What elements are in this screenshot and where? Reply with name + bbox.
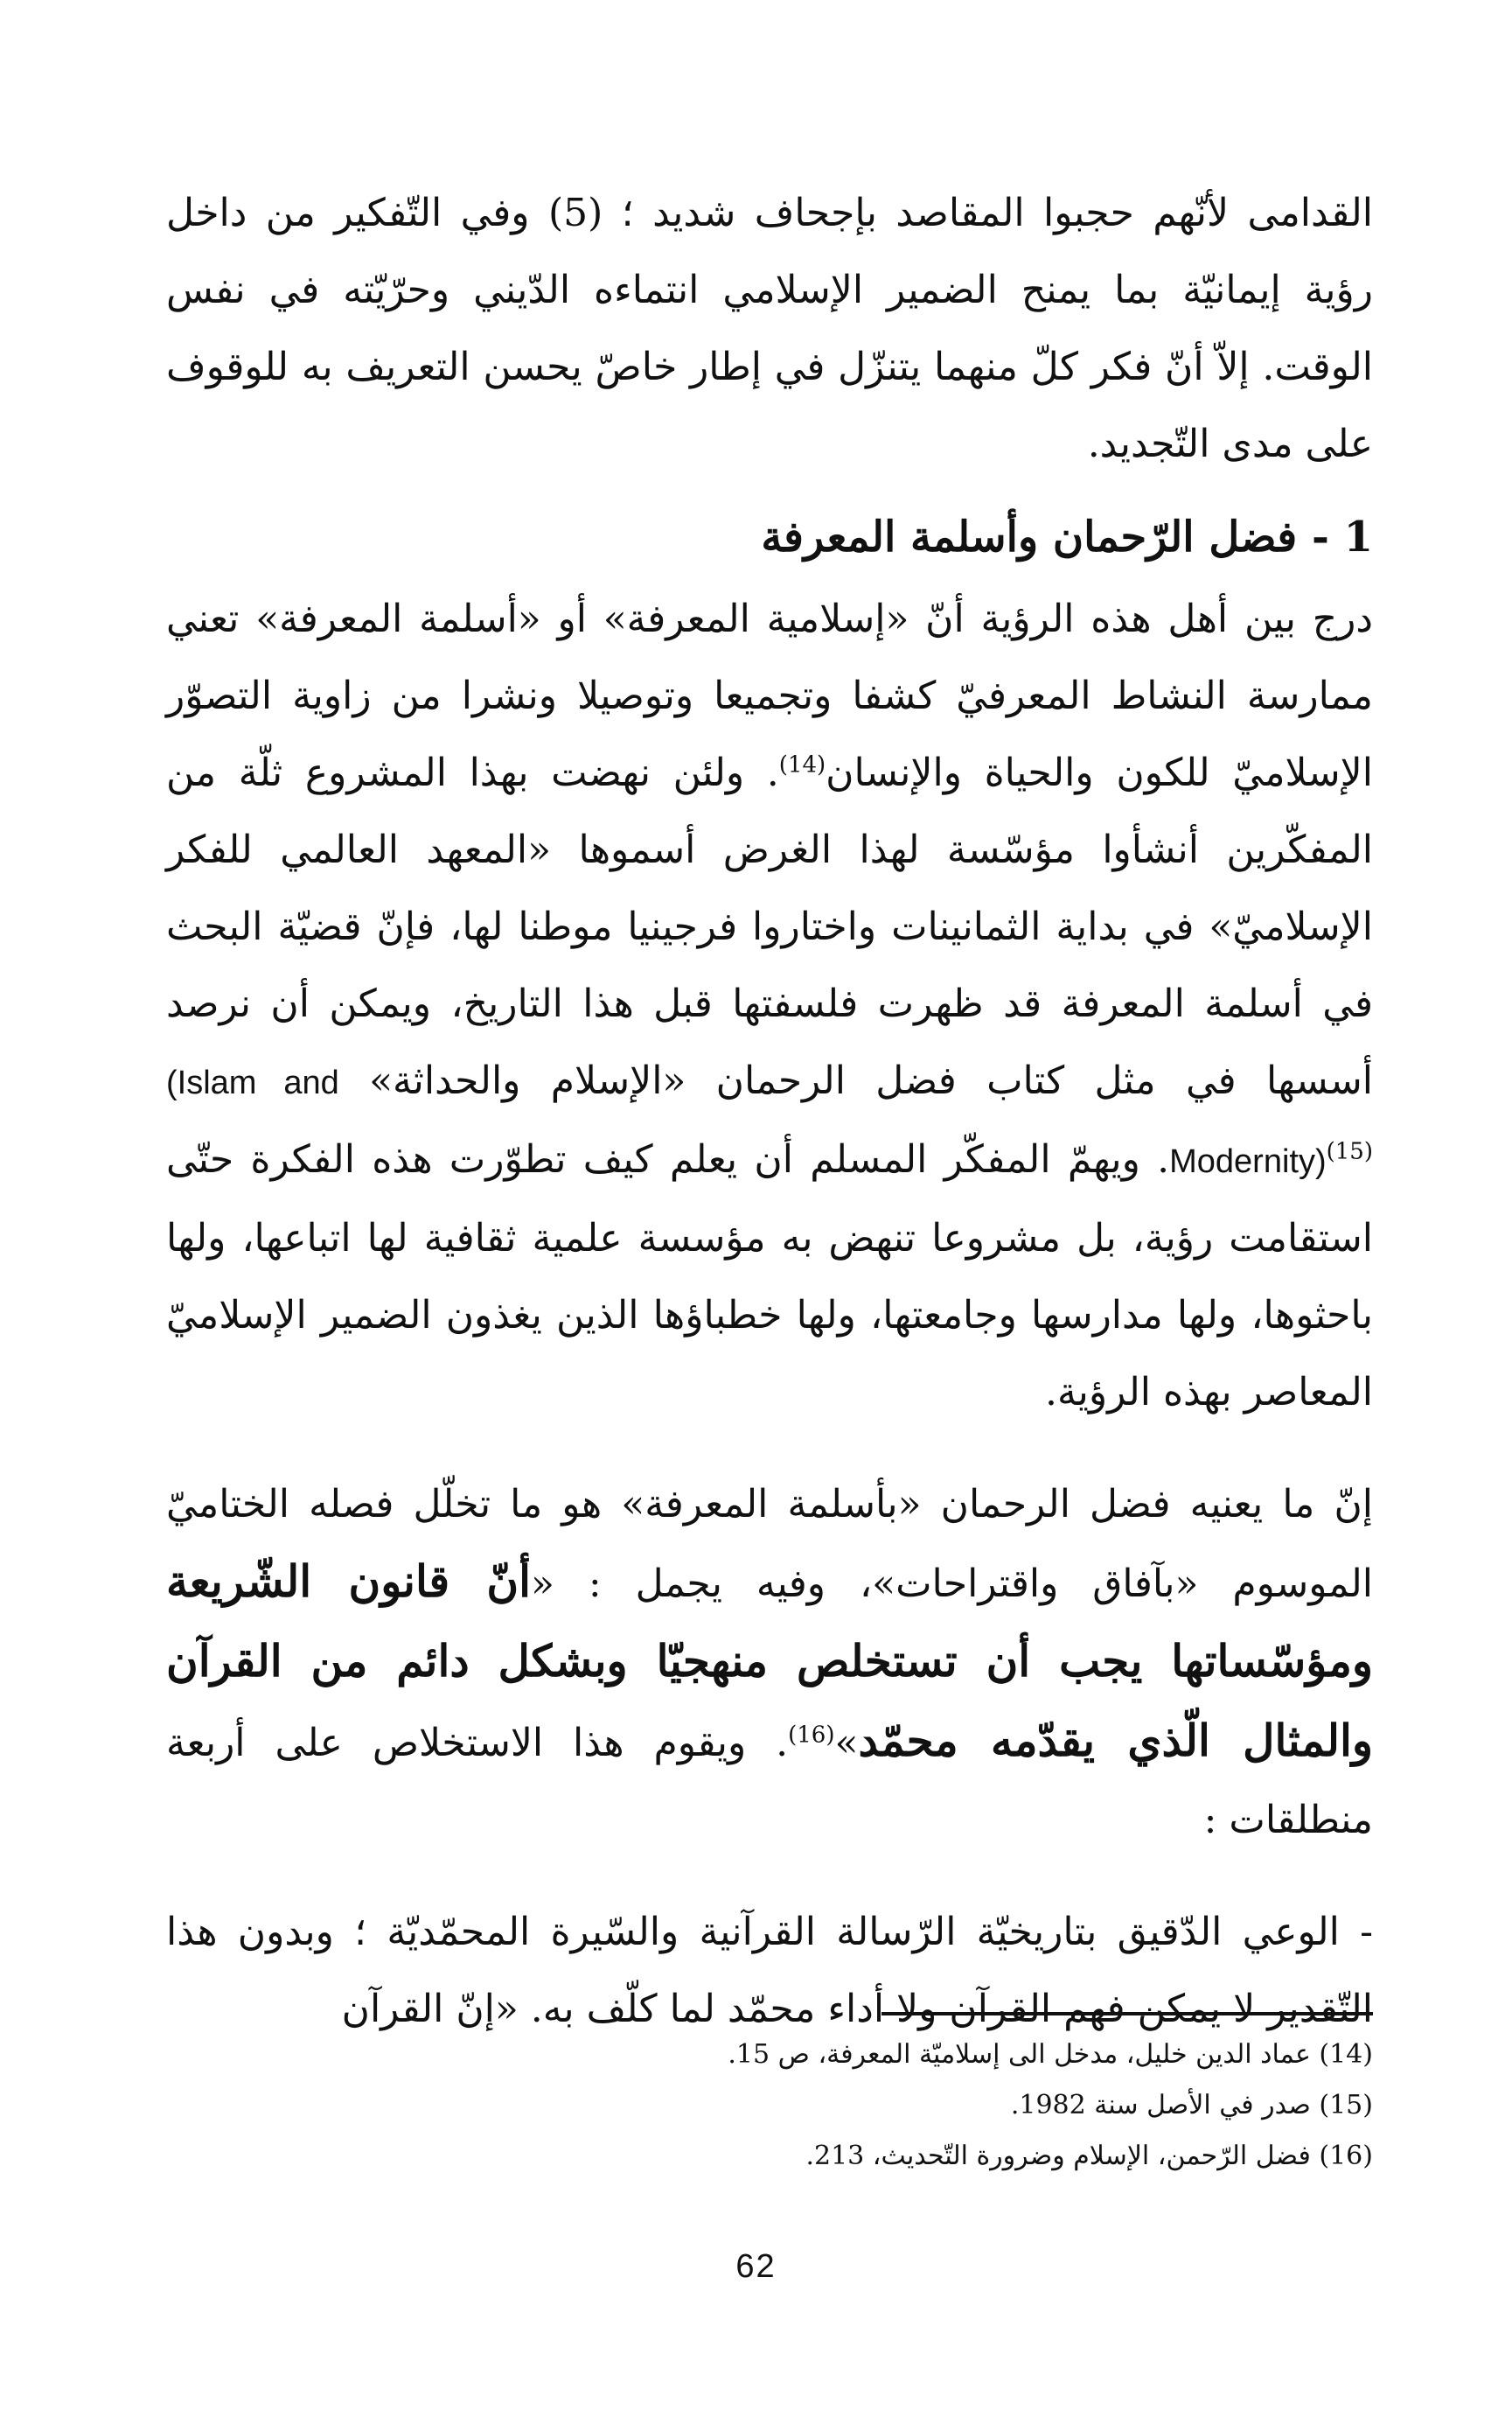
paragraph-text: درج بين أهل هذه الرؤية أنّ «إسلامية المعرفة» أو «أسلمة المعرفة» تعني ممارسة النشاط المعرفيّ كشفا وتجميعا وتوصيلا ونشرا من زاوية التصوّر الإسلاميّ للكون والحياة والإنسان — [166, 597, 1373, 795]
paragraph-text: إنّ ما يعنيه فضل الرحمان «بأسلمة المعرفة» هو ما تخلّل فصله الختاميّ الموسوم «بآفاق واقتراحات»، وفيه يجمل : « — [166, 1482, 1373, 1606]
paragraph-text: . ولئن نهضت بهذا المشروع ثلّة من المفكّرين أنشأوا مؤسّسة لهذا الغرض أسموها «المعهد العالمي للفكر الإسلاميّ» في بداية الثمانينات واختاروا فرجينيا موطنا لها، فإنّ قضيّة البحث في أسلمة المعرفة قد ظهرت فلسفتها قبل هذا التاريخ، ويمكن أن نرصد أسسها في مثل كتاب فضل الرحمان «الإسلام والحداثة» — [166, 751, 1374, 1103]
footnote-16: (16) فضل الرّحمن، الإسلام وضرورة التّحديث، 213. — [805, 2141, 1373, 2171]
main-text — [166, 175, 1373, 2048]
footnote-separator — [881, 2012, 1373, 2015]
footnotes — [560, 2029, 1373, 2182]
paragraph-fazlur-rahman — [166, 1466, 1373, 1859]
section-heading: 1 - فضل الرّحمان وأسلمة المعرفة — [761, 513, 1373, 562]
footnote-15: (15) صدر في الأصل سنة 1982. — [1010, 2090, 1373, 2120]
footnote-14: (14) عماد الدين خليل، مدخل الى إسلاميّة المعرفة، ص 15. — [728, 2039, 1373, 2070]
footnote-ref-15: (15) — [1326, 1138, 1373, 1165]
footnote-ref-14: (14) — [778, 751, 826, 779]
paragraph-islamization — [166, 581, 1373, 1431]
paragraph-premise-one: - الوعي الدّقيق بتاريخيّة الرّسالة القرآنية والسّيرة المحمّديّة ؛ وبدون هذا التّقدير لا يمكن فهم القرآن ولا أداء محمّد لما كلّف به. «إنّ القرآن — [166, 1910, 1373, 2031]
bold-quotation: أنّ قانون الشّريعة ومؤسّساتها يجب أن تستخلص منهجيّا وبشكل دائم من القرآن والمثال الّذي يقدّمه محمّد — [166, 1555, 1373, 1766]
book-title-english: (Islam and Modernity) — [166, 1065, 1327, 1180]
page-number: 62 — [735, 2248, 777, 2285]
paragraph-text: . ويقوم هذا الاستخلاص على أربعة منطلقات : — [166, 1721, 1373, 1842]
paragraph-text: » — [834, 1721, 859, 1765]
paragraph-intro: القدامى لأنّهم حجبوا المقاصد بإجحاف شديد ؛ (5) وفي التّفكير من داخل رؤية إيمانيّة بما يمنح الضمير الإسلامي انتماءه الدّيني وحرّيّته في نفس الوقت. إلاّ أنّ فكر كلّ منهما يتنزّل في إطار خاصّ يحسن التعريف به للوقوف على مدى التّجديد. — [166, 191, 1373, 466]
paragraph-text: . ويهمّ المفكّر المسلم أن يعلم كيف تطوّرت هذه الفكرة حتّى استقامت رؤية، بل مشروعا تنهض به مؤسسة علمية ثقافية لها اتباعها، ولها باحثوها، ولها مدارسها وجامعتها، ولها خطباؤها الذين يغذون الضمير الإسلاميّ المعاصر بهذه الرؤية. — [166, 1137, 1373, 1415]
footnote-ref-16: (16) — [788, 1722, 835, 1749]
